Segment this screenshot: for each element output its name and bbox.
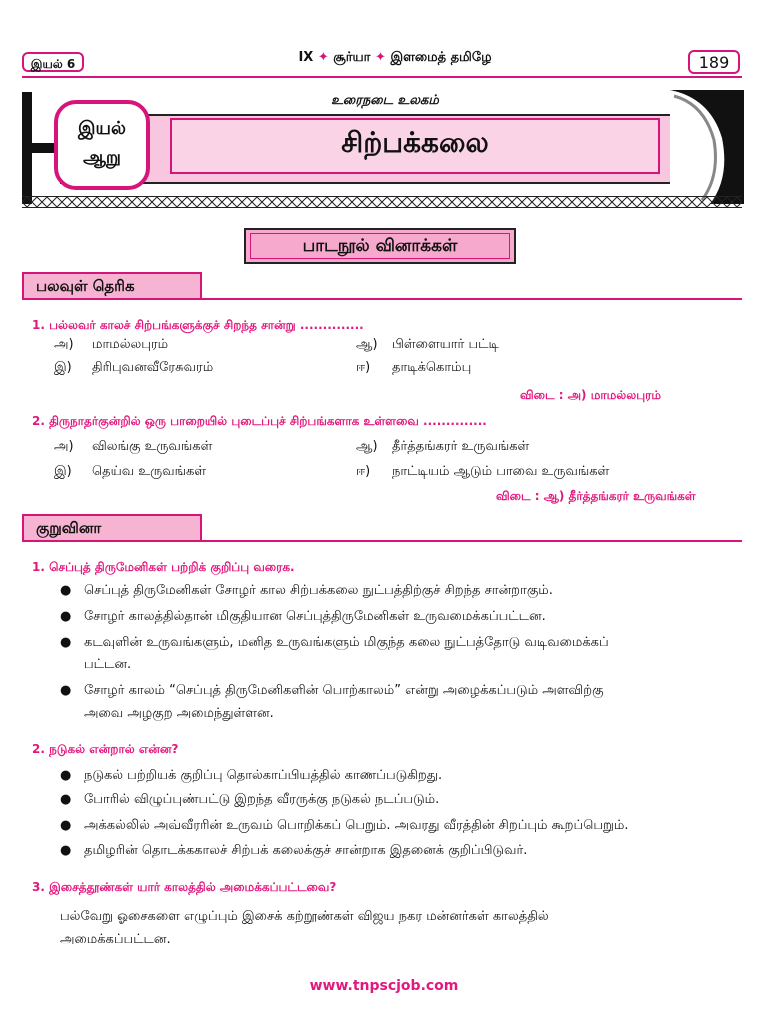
answer-point: செப்புத் திருமேனிகள் சோழர் கால சிற்பக்கலை நுட்பத்திற்குச் சிறந்த சான்றாகும். [84, 583, 553, 598]
bullet-icon: ● [60, 843, 72, 858]
header-divider [22, 76, 742, 78]
section-heading-text: பாடநூல் வினாக்கள் [302, 236, 458, 256]
option-label: ஆ) [356, 337, 378, 352]
answer-point-cont: அவை அழகுற அமைந்துள்ளன. [84, 706, 274, 721]
book-title [230, 50, 560, 66]
answer-point: தமிழரின் தொடக்ககாலச் சிற்பக் கலைக்குச் சான்றாக இதனைக் குறிப்பிடுவர். [84, 843, 528, 858]
book-subject: இளமைத் தமிழே [390, 50, 492, 65]
answer-point: சோழர் காலம் “செப்புத் திருமேனிகளின் பொற்காலம்” என்று அழைக்கப்படும் அளவிற்கு [84, 683, 604, 698]
chapter-title: சிற்பக்கலை [341, 126, 489, 159]
short-divider [22, 540, 742, 542]
unit-badge [54, 100, 150, 190]
answer-text: பல்வேறு ஓசைகளை எழுப்பும் இசைக் கற்றூண்கள் விஜய நகர மன்னர்கள் காலத்தில் [60, 909, 549, 924]
mcq-divider [22, 298, 742, 300]
short-heading: குறுவினா [22, 514, 202, 542]
option-label: அ) [54, 439, 74, 454]
unit-tag: இயல் 6 [22, 52, 84, 72]
option-label: இ) [54, 464, 72, 479]
answer-point: நடுகல் பற்றியக் குறிப்பு தொல்காப்பியத்தில் காணப்படுகிறது. [84, 768, 443, 783]
option-text: தெய்வ உருவங்கள் [92, 464, 207, 479]
mcq-question-1: 1. பல்லவர் காலச் சிற்பங்களுக்குச் சிறந்த சான்று .............. [32, 318, 364, 332]
short-question-3: 3. இசைத்தூண்கள் யார் காலத்தில் அமைக்கப்பட்டவை? [32, 880, 337, 894]
bullet-icon: ● [60, 768, 72, 783]
option-label: இ) [54, 360, 72, 375]
unit-badge-line1: இயல் [78, 118, 126, 139]
bullet-icon: ● [60, 609, 72, 624]
section-heading-frame [250, 233, 510, 259]
option-text: பிள்ளையார் பட்டி [392, 337, 499, 352]
star-icon: ✦ [317, 50, 329, 65]
unit-badge-line2: ஆறு [83, 147, 121, 168]
answer-point-cont: பட்டன. [84, 657, 132, 672]
option-label: ஆ) [356, 439, 378, 454]
short-question-2: 2. நடுகல் என்றால் என்ன? [32, 742, 179, 756]
page-number: 189 [688, 50, 740, 74]
answer-point: கடவுளின் உருவங்களும், மனித உருவங்களும் மிகுந்த கலை நுட்பத்தோடு வடிவமைக்கப் [84, 635, 609, 650]
option-text: விலங்கு உருவங்கள் [92, 439, 213, 454]
bullet-icon: ● [60, 683, 72, 698]
section-heading [244, 228, 516, 264]
mcq-question-2: 2. திருநாதர்குன்றில் ஒரு பாறையில் புடைப்புச் சிற்பங்களாக உள்ளவை .............. [32, 414, 487, 428]
mcq-answer-2: விடை : ஆ) தீர்த்தங்கரர் உருவங்கள் [496, 489, 696, 503]
bullet-icon: ● [60, 792, 72, 807]
book-class: IX [298, 50, 314, 65]
mcq-heading: பலவுள் தெரிக [22, 272, 202, 300]
option-text: தாடிக்கொம்பு [392, 360, 472, 375]
answer-point: சோழர் காலத்தில்தான் மிகுதியான செப்புத்திருமேனிகள் உருவமைக்கப்பட்டன. [84, 609, 546, 624]
option-label: ஈ) [356, 464, 371, 479]
answer-point: போரில் விழுப்புண்பட்டு இறந்த வீரருக்கு நடுகல் நடப்படும். [84, 792, 440, 807]
bullet-icon: ● [60, 635, 72, 650]
star-icon: ✦ [375, 50, 386, 65]
short-question-1: 1. செப்புத் திருமேனிகள் பற்றிக் குறிப்பு வரைக. [32, 560, 295, 574]
bullet-icon: ● [60, 818, 72, 833]
answer-point: அக்கல்லில் அவ்வீரரின் உருவம் பொறிக்கப் பெறும். அவரது வீரத்தின் சிறப்பும் கூறப்பெறும். [84, 818, 629, 833]
bullet-icon: ● [60, 583, 72, 598]
option-text: திரிபுவனவீரேசுவரம் [92, 360, 214, 375]
option-label: ஈ) [356, 360, 371, 375]
option-text: நாட்டியம் ஆடும் பாவை உருவங்கள் [392, 464, 610, 479]
option-text: தீர்த்தங்கரர் உருவங்கள் [392, 439, 530, 454]
banner-subtitle: உரைநடை உலகம் [331, 93, 439, 108]
footer-website: www.tnpscjob.com [309, 978, 459, 994]
answer-text: அமைக்கப்பட்டன. [60, 932, 171, 947]
page-curl-decoration [670, 88, 744, 206]
option-text: மாமல்லபுரம் [92, 337, 169, 352]
mcq-answer-1: விடை : அ) மாமல்லபுரம் [520, 388, 661, 402]
option-label: அ) [54, 337, 74, 352]
book-name: சூர்யா [333, 50, 371, 65]
diamond-border [22, 196, 742, 208]
